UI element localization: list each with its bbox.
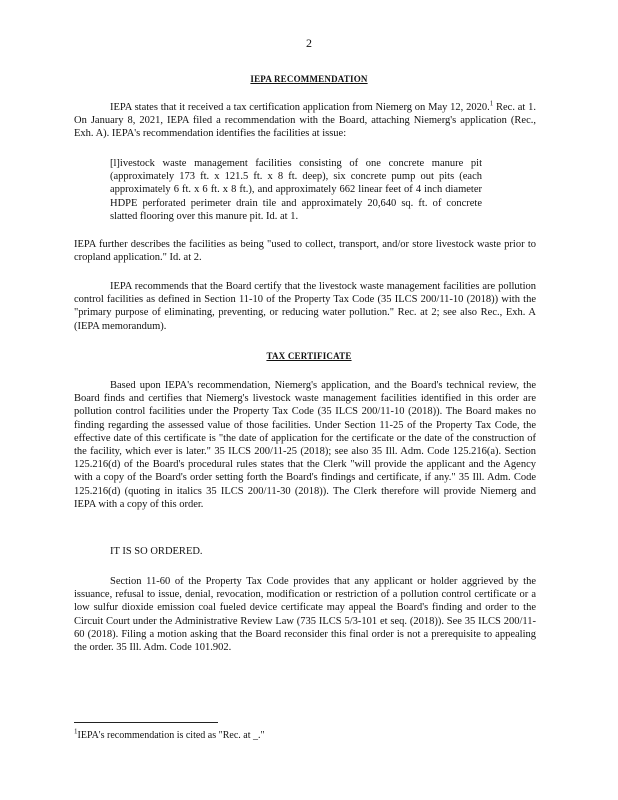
paragraph-text: Rec. at 1. On January 8, 2021, IEPA filed a recommendation with the Board, attaching Niemerg's application (Rec., Exh. A). IEPA's recommendation identifies the facilities at issue: xyxy=(74,102,536,140)
paragraph-text: IEPA states that it received a tax certification application from Niemerg on May 12, 2020. xyxy=(110,102,490,113)
heading-iepa-recommendation: IEPA RECOMMENDATION xyxy=(250,74,368,84)
block-quote-facilities: [l]ivestock waste management facilities consisting of one concrete manure pit (approximately 173 ft. x 121.5 ft. x 8 ft. deep), six concrete pump out pits (each approximately 6 ft. x 6 ft. x 8 ft.), and approximately 662 linear feet of 4 inch diameter HDPE perforated perimeter drain tile and approximately 20,640 sq. ft. of concrete slatted flooring over this manure pit. Id. at 1. xyxy=(110,158,482,222)
paragraph-board-findings: Based upon IEPA's recommendation, Niemerg's application, and the Board's technical review, the Board finds and certifies that Niemerg's livestock waste management facilities identified in this order are pollution control facilities under the Property Tax Code (35 ILCS 200/11-10 (2018)). The Board makes no finding regarding the assessed value of those facilities. Under Section 11-25 of the Property Tax Code, the effective date of this certificate is "the date of application for the certificate or the date of the construction of the facility, which ever is later." 35 ILCS 200/11-25 (2018); see also 35 Ill. Adm. Code 125.216(a). Section 125.216(d) of the Board's procedural rules states that the Clerk "will provide the applicant and the Agency with a copy of the Board's order setting forth the Board's findings and certificate, if any." 35 Ill. Adm. Code 125.216(d) (quoting in italics 35 ILCS 200/11-30 (2018)). The Clerk therefore will provide Niemerg and IEPA with a copy of this order. xyxy=(74,380,536,510)
footnote-divider xyxy=(74,722,218,723)
paragraph-iepa-recommends: IEPA recommends that the Board certify that the livestock waste management facilities are pollution control facilities as defined in Section 11-10 of the Property Tax Code (35 ILCS 200/11-10 (2018)) with the "primary purpose of eliminating, preventing, or reducing water pollution." Rec. at 2; see also Rec., Exh. A (IEPA memorandum). xyxy=(74,281,536,332)
footnote xyxy=(74,727,265,741)
paragraph-so-ordered: IT IS SO ORDERED. xyxy=(110,546,203,557)
paragraph-application-received xyxy=(74,101,536,141)
heading-tax-certificate: TAX CERTIFICATE xyxy=(266,351,352,361)
footnote-marker: 1 xyxy=(74,727,78,736)
paragraph-facility-description: IEPA further describes the facilities as being "used to collect, transport, and/or store livestock waste prior to cropland application." Id. at 2. xyxy=(74,239,536,264)
footnote-text: IEPA's recommendation is cited as "Rec. at _." xyxy=(77,730,265,741)
page-number: 2 xyxy=(306,36,312,50)
paragraph-appeal-rights: Section 11-60 of the Property Tax Code provides that any applicant or holder aggrieved by the issuance, refusal to issue, denial, revocation, modification or restriction of a pollution control certificate or a low sulfur dioxide emission coal fueled device certificate may appeal the Board's finding and order to the Circuit Court under the Administrative Review Law (735 ILCS 5/3-101 et seq. (2018)). See 35 ILCS 200/11-60 (2018). Filing a motion asking that the Board reconsider this final order is not a prerequisite to appealing the order. 35 Ill. Adm. Code 101.902. xyxy=(74,576,536,654)
footnote-reference: 1 xyxy=(489,99,494,108)
